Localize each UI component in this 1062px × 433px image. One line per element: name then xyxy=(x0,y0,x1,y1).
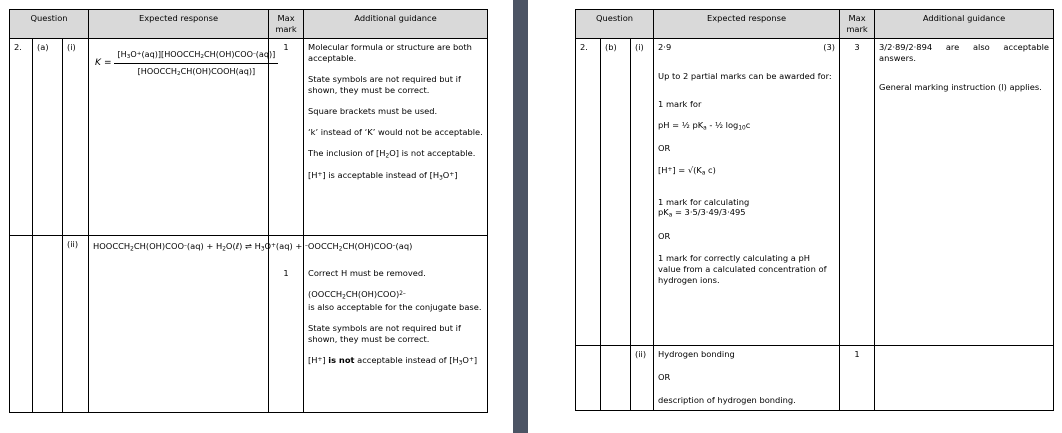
table-row xyxy=(576,345,1054,410)
guidance-line: Square brackets must be used. xyxy=(308,105,438,116)
fraction-denominator: $[HOOCCH_2CH(OH)COOH(aq)]$ xyxy=(137,65,256,77)
header-additional-guidance: Additional guidance xyxy=(875,10,1054,39)
guidance-line: ‘k’ instead of ‘K’ would not be acceptable. xyxy=(308,126,483,137)
expected-line-formula: pH = ½ $pK_a$ - ½ $\log_{10}c$ xyxy=(658,119,751,131)
expected-line: OR xyxy=(658,371,671,382)
header-question: Question xyxy=(10,10,89,39)
question-subpart: (i) xyxy=(631,38,654,345)
chemical-equation: $HOOCCH_2CH(OH)COO^-(aq)$ + $H_2O(\ell)$ ⇌ $H_3O^+(aq)$ + $^-OOCCH_2CH(OH)COO^-(aq)$ xyxy=(93,240,413,253)
table-header-row xyxy=(10,10,488,39)
guidance-line: The inclusion of $[H_2O]$ is not acceptable. xyxy=(308,147,476,159)
guidance-line: State symbols are not required but if shown, they must be correct. xyxy=(308,73,461,95)
marking-table-right xyxy=(575,9,1054,411)
question-part: (b) xyxy=(601,38,631,345)
expected-line: Up to 2 partial marks can be awarded for: xyxy=(658,70,832,81)
additional-guidance-cell xyxy=(304,235,488,412)
question-part xyxy=(601,345,631,410)
answer-mark-count: (3) xyxy=(823,41,836,52)
expected-response-cell xyxy=(89,38,276,235)
guidance-line: $(OOCCH_2CH(OH)COO)^{2-}$ is also acceptable for the conjugate base. xyxy=(308,288,482,312)
page-divider xyxy=(513,0,528,433)
expected-line: description of hydrogen bonding. xyxy=(658,394,796,405)
max-mark-value: 3 xyxy=(840,38,875,345)
equilibrium-constant-expression xyxy=(95,48,276,78)
table-row xyxy=(576,38,1054,345)
table-header-row xyxy=(576,10,1054,39)
header-max-mark xyxy=(269,10,304,39)
question-subpart: (i) xyxy=(63,38,89,235)
expected-line-formula: $[H^+] = √(K_a$ c) xyxy=(658,164,716,176)
answer-line xyxy=(658,42,835,53)
max-mark-value: 1 xyxy=(269,38,304,235)
additional-guidance-cell xyxy=(875,345,1054,410)
answer-value: 2·9 xyxy=(658,41,672,52)
question-number: 2. xyxy=(576,38,601,345)
header-question: Question xyxy=(576,10,654,39)
k-variable: K xyxy=(95,57,101,68)
expected-line: OR xyxy=(658,231,671,242)
header-max-mark xyxy=(840,10,875,39)
marking-table-left xyxy=(9,9,488,413)
question-subpart: (ii) xyxy=(631,345,654,410)
question-number xyxy=(10,235,33,412)
expected-response-cell xyxy=(654,38,840,345)
guidance-line: Correct H must be removed. xyxy=(308,267,426,278)
question-subpart: (ii) xyxy=(63,235,89,412)
guidance-emphasis: is not xyxy=(328,354,355,365)
max-mark-value xyxy=(269,235,304,412)
expected-line: 1 mark for calculating $pK_a = 3\cdot 5/3\cdot 49/3\cdot 495$ xyxy=(658,196,750,219)
question-part xyxy=(33,235,63,412)
expected-response-cell xyxy=(654,345,840,410)
question-number xyxy=(576,345,601,410)
header-expected-response: Expected response xyxy=(654,10,840,39)
question-number: 2. xyxy=(10,38,33,235)
guidance-line: 3/2·89/2·894 are also acceptable answers. xyxy=(879,41,1050,63)
header-max-mark-line1: Max xyxy=(848,13,866,23)
expected-line: 1 mark for xyxy=(658,98,702,109)
header-max-mark-line2: mark xyxy=(275,23,297,34)
equals-sign: = xyxy=(103,57,112,68)
table-row xyxy=(10,38,488,235)
fraction-numerator: $[H_3O^+(aq)][HOOCCH_2CH(OH)COO^-(aq)]$ xyxy=(114,49,278,64)
guidance-line: General marking instruction (l) applies. xyxy=(879,81,1042,92)
guidance-line: State symbols are not required but if shown, they must be correct. xyxy=(308,322,461,344)
guidance-line: [H+] is not acceptable instead of $[H_3O^+]$ xyxy=(308,354,478,366)
sqrt-icon: √ xyxy=(687,164,694,175)
fraction xyxy=(114,49,278,78)
header-max-mark-line2: mark xyxy=(846,23,868,34)
question-part: (a) xyxy=(33,38,63,235)
table-row xyxy=(10,235,488,412)
expected-line: 1 mark for correctly calculating a pH value from a calculated concentration of hydrogen ions. xyxy=(658,253,827,286)
guidance-line: [H+] is acceptable instead of $[H_3O^+]$ xyxy=(308,170,458,182)
guidance-line: Molecular formula or structure are both acceptable. xyxy=(308,41,472,63)
expected-line: OR xyxy=(658,142,671,153)
header-additional-guidance: Additional guidance xyxy=(304,10,488,39)
additional-guidance-cell xyxy=(304,38,488,235)
max-mark-number: 1 xyxy=(283,267,289,278)
expected-line: Hydrogen bonding xyxy=(658,348,735,359)
max-mark-value: 1 xyxy=(840,345,875,410)
additional-guidance-cell xyxy=(875,38,1054,345)
header-expected-response: Expected response xyxy=(89,10,269,39)
header-max-mark-line1: Max xyxy=(277,13,295,23)
